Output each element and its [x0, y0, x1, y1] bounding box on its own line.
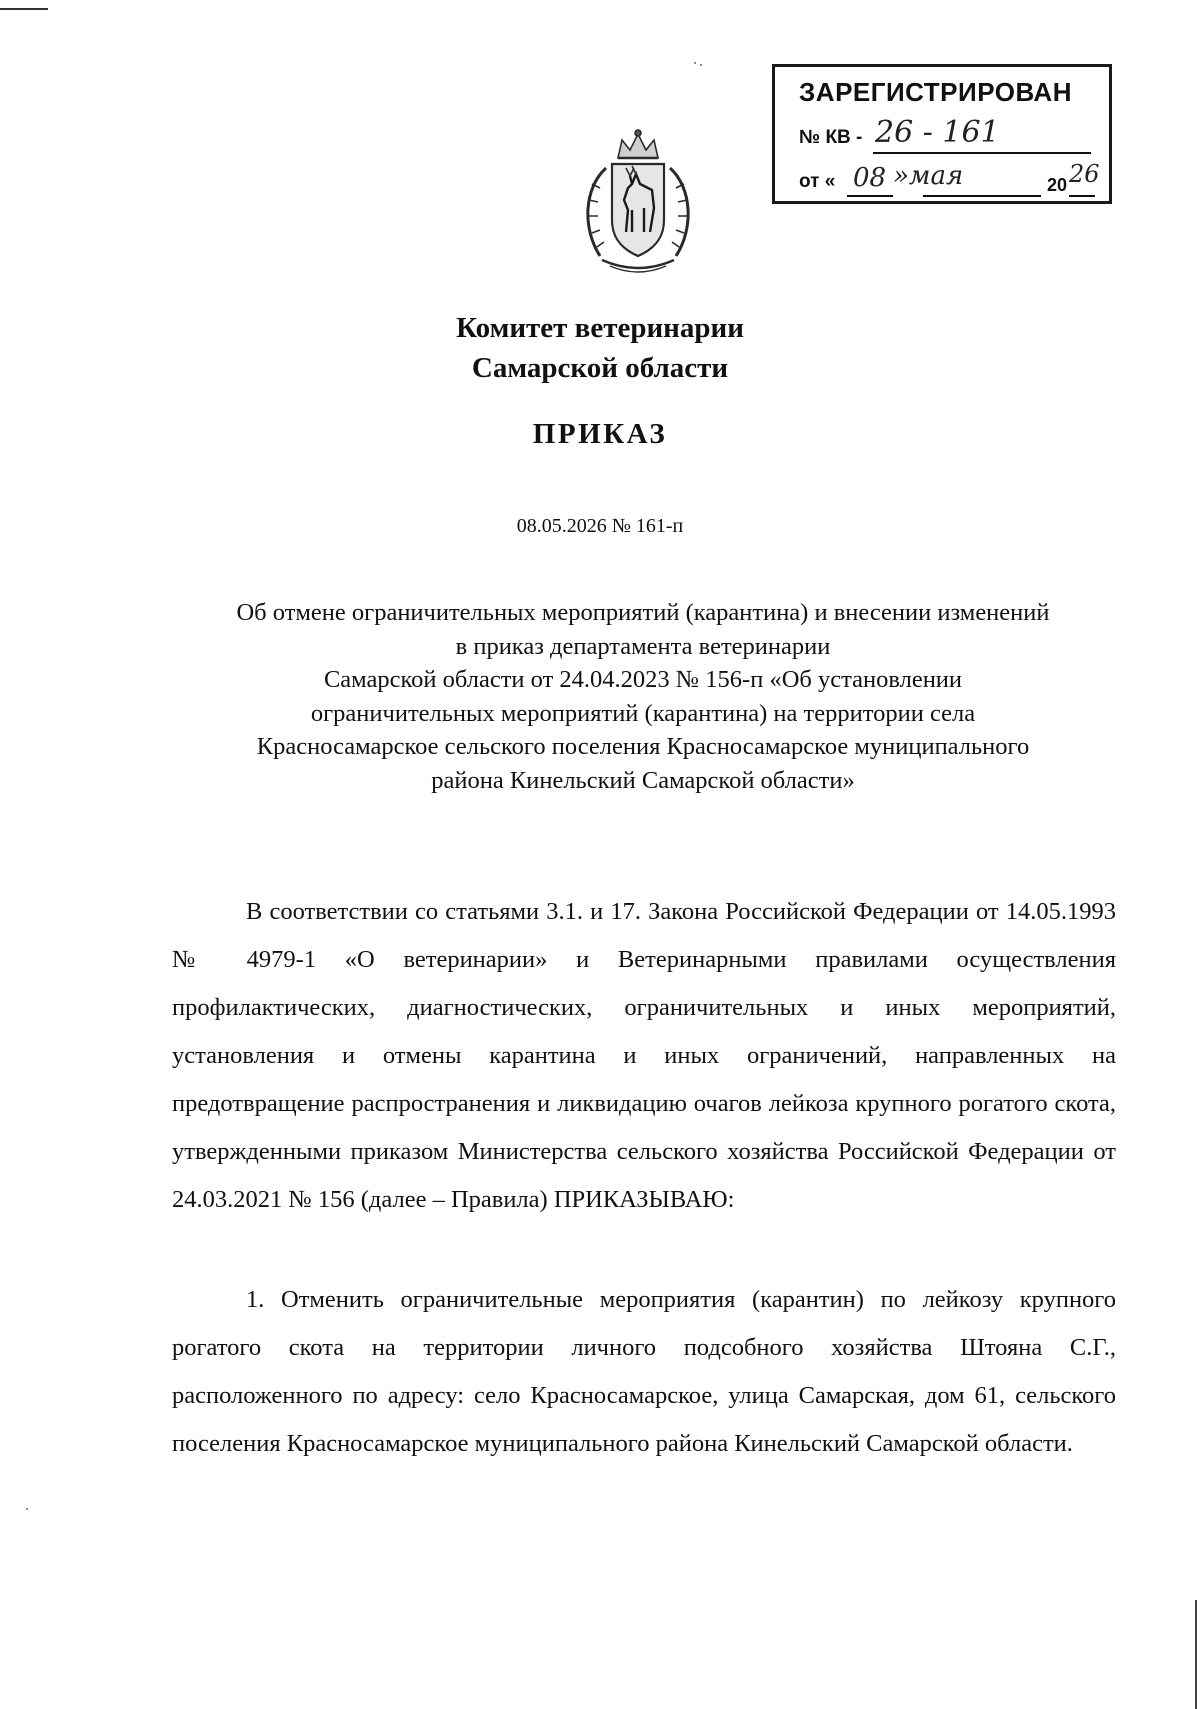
stamp-number-label: № КВ - [799, 127, 863, 148]
document-type: ПРИКАЗ [532, 418, 668, 450]
document-title-line: в приказ департамента ветеринарии [455, 632, 831, 660]
body-paragraph-item-1: 1. Отменить ограничительные мероприятия (карантин) по лейкозу крупного рогатого скота на территории личного подсобного хозяйства Штояна С.Г., расположенного по адресу: село Красносамарское, улица Самарская, дом 61, сельского поселения Красносамарское муниципального района Кинельский Самарской области. [172, 1286, 1116, 1457]
stamp-title: ЗАРЕГИСТРИРОВАН [799, 77, 1072, 107]
document-title [168, 596, 1118, 797]
document-title-line: Красносамарское сельского поселения Красносамарское муниципального [256, 733, 1030, 760]
stamp-number-underline [873, 152, 1091, 154]
scan-edge-mark [1195, 1600, 1197, 1709]
document-title-line: Самарской области от 24.04.2023 № 156-п «Об установлении [323, 666, 963, 693]
stamp-number-row [799, 127, 862, 149]
scan-speck [700, 64, 702, 66]
document-title-line: Об отмене ограничительных мероприятий (карантина) и внесении изменений [236, 599, 1050, 626]
organization-name-line: Самарской области [471, 352, 729, 384]
organization-name [0, 308, 1200, 388]
stamp-year-underline [1069, 195, 1095, 197]
stamp-date-row [799, 171, 835, 193]
body-paragraph: В соответствии со статьями 3.1. и 17. Закона Российской Федерации от 14.05.1993 № 4979-1 «О ветеринарии» и Ветеринарными правилами осуществления профилактических, диагностических, ограничительных и иных мероприятий, установления и отмены карантина и иных ограничений, направленных на предотвращение распространения и ликвидацию очагов лейкоза крупного рогатого скота, утвержденными приказом Министерства сельского хозяйства Российской Федерации от 24.03.2021 № 156 (далее – Правила) ПРИКАЗЫВАЮ: [172, 898, 1116, 1213]
scan-speck [26, 1508, 28, 1510]
organization-name-line: Комитет ветеринарии [456, 312, 744, 344]
registration-stamp [772, 64, 1112, 204]
stamp-date-label: от « [799, 171, 836, 192]
document-title-line: района Кинельский Самарской области» [431, 766, 855, 794]
stamp-day-underline [847, 195, 893, 197]
scan-speck [694, 62, 696, 64]
stamp-month-underline [923, 195, 1041, 197]
stamp-year-prefix: 20 [1047, 175, 1068, 195]
stamp-number-handwritten: 26 - 161 [875, 115, 1000, 150]
stamp-year-handwritten: 26 [1069, 160, 1100, 188]
stamp-day-handwritten: 08 [853, 163, 887, 193]
document-title-line: ограничительных мероприятий (карантина) на территории села [310, 699, 976, 727]
coat-of-arms-icon [570, 128, 706, 278]
scan-edge-mark [0, 8, 48, 10]
document-date-number: 08.05.2026 № 161-п [516, 515, 684, 537]
stamp-month-handwritten: »мая [893, 161, 964, 191]
